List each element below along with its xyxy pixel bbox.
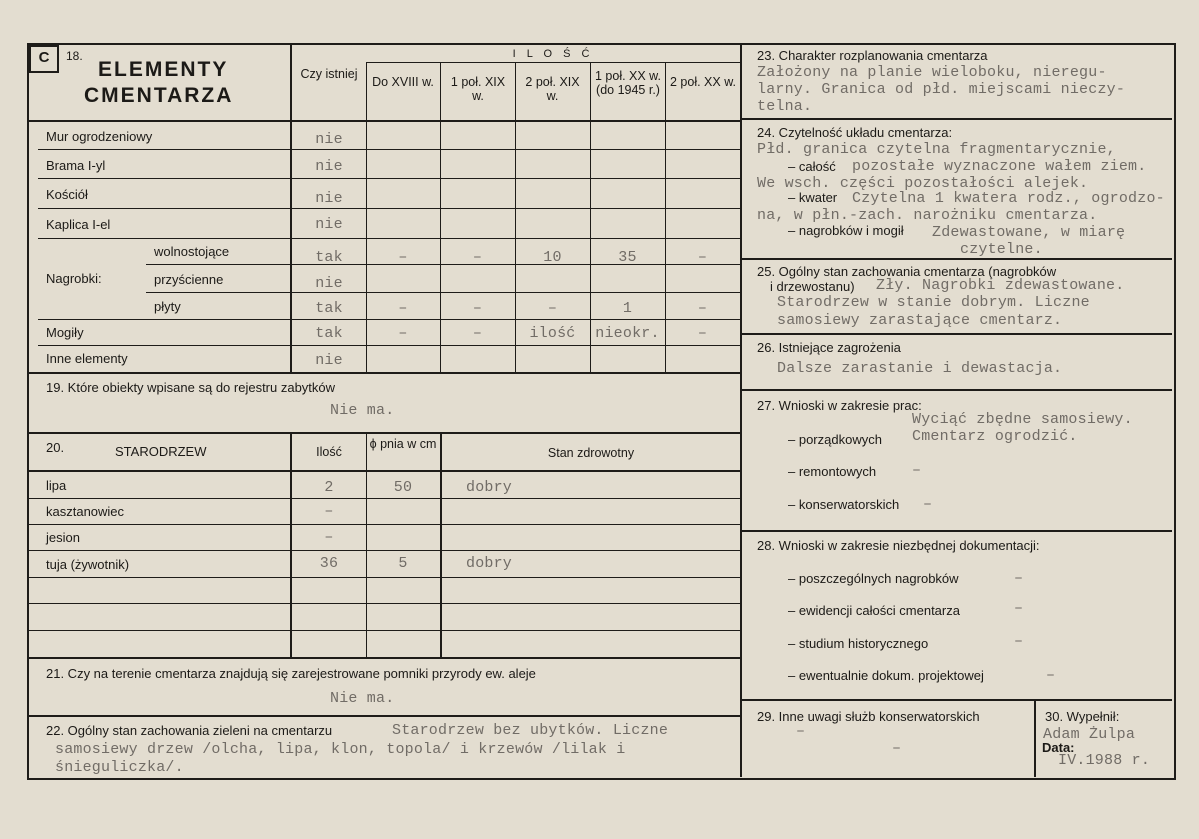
section-19-label: 19. Które obiekty wpisane są do rejestru zabytków xyxy=(46,380,336,395)
section-26-label: 26. Istniejące zagrożenia xyxy=(757,340,901,355)
period-header-5: 2 poł. XX w. xyxy=(670,75,737,89)
section-19-value: Nie ma. xyxy=(330,402,395,419)
exists-value: nie xyxy=(315,190,343,207)
count-cell: – xyxy=(472,325,483,342)
section-28-item: – studium historycznego xyxy=(788,636,929,651)
count-cell: 10 xyxy=(543,249,562,266)
section-24-text: na, w płn.-zach. narożniku cmentarza. xyxy=(757,207,1098,224)
section-24-nagrobkow: – nagrobków i mogił xyxy=(788,223,904,238)
period-header-2: 1 poł. XIX w. xyxy=(450,75,506,103)
tree-health: dobry xyxy=(466,479,513,496)
section-25-label: 25. Ogólny stan zachowania cmentarza (nagrobków xyxy=(757,264,1057,279)
section-22-text-line1: Starodrzew bez ubytków. Liczne xyxy=(392,722,669,739)
section-23-text: Założony na planie wieloboku, nieregu- xyxy=(757,64,1107,81)
section-27-dash: – xyxy=(923,496,933,513)
count-cell: ilość xyxy=(529,325,576,342)
ilosc-header: I L O Ś Ć xyxy=(512,48,594,60)
section-25-text: samosiewy zarastające cmentarz. xyxy=(777,312,1063,329)
section-24-text: czytelne. xyxy=(960,241,1043,258)
section-23-text: telna. xyxy=(757,98,813,115)
section-25-label-2: i drzewostanu) xyxy=(770,279,855,294)
exists-value: tak xyxy=(315,300,343,317)
count-cell: – xyxy=(398,325,408,342)
section-28-value: – xyxy=(1046,667,1056,684)
row-label-brama: Brama I-yl xyxy=(46,158,106,173)
tree-qty: – xyxy=(324,503,334,520)
section-24-text: Zdewastowane, w miarę xyxy=(932,224,1126,241)
exists-value: nie xyxy=(315,131,343,148)
section-28-item: – ewidencji całości cmentarza xyxy=(788,603,960,618)
period-header-4: 1 poł. XX w. (do 1945 r.) xyxy=(594,69,661,97)
count-cell: nieokr. xyxy=(595,325,660,342)
tree-name: tuja (żywotnik) xyxy=(46,557,130,572)
section-28-value: – xyxy=(1014,633,1024,650)
section-27-dash: – xyxy=(912,462,922,479)
count-cell: 35 xyxy=(618,249,637,266)
count-cell: – xyxy=(697,300,708,317)
count-cell: 1 xyxy=(622,300,633,317)
exists-value: tak xyxy=(315,249,343,266)
filled-by-name: Adam Żulpa xyxy=(1043,726,1136,743)
tree-diameter: 50 xyxy=(393,479,413,496)
section-23-text: larny. Granica od płd. miejscami nieczy- xyxy=(757,81,1126,98)
tree-qty: 2 xyxy=(324,479,334,496)
period-header-3: 2 poł. XIX w. xyxy=(525,75,580,103)
section-28-value: – xyxy=(1014,600,1024,617)
section-25-text: Zły. Nagrobki zdewastowane. xyxy=(876,277,1125,294)
section-28-label: 28. Wnioski w zakresie niezbędnej dokumentacji: xyxy=(757,538,1040,553)
section-29-value: – xyxy=(796,723,806,740)
section-23-label: 23. Charakter rozplanowania cmentarza xyxy=(757,48,988,63)
section-27-konserwatorskich: – konserwatorskich xyxy=(788,497,900,512)
row-label-plyty: płyty xyxy=(154,299,181,314)
row-label-wolnostojace: wolnostojące xyxy=(154,244,230,259)
row-label-mogily: Mogiły xyxy=(46,325,84,340)
qty-column-header: Ilość xyxy=(316,445,342,459)
section-24-text: Czytelna 1 kwatera rodz., ogrodzo- xyxy=(852,190,1165,207)
section-24-text: Płd. granica czytelna fragmentarycznie, xyxy=(757,141,1116,158)
count-cell: – xyxy=(472,249,483,266)
tree-name: jesion xyxy=(46,530,80,545)
starodrzew-title: STARODRZEW xyxy=(115,444,207,459)
tree-name: kasztanowiec xyxy=(46,504,125,519)
section-28-item: – ewentualnie dokum. projektowej xyxy=(788,668,984,683)
row-label-mur: Mur ogrodzeniowy xyxy=(46,129,153,144)
tree-name: lipa xyxy=(46,478,67,493)
section-24-label: 24. Czytelność układu cmentarza: xyxy=(757,125,953,140)
elements-title-line1: ELEMENTY xyxy=(98,58,229,81)
count-cell: – xyxy=(398,300,408,317)
row-label-inne: Inne elementy xyxy=(46,351,128,366)
section-24-kwatery: – kwater xyxy=(788,190,838,205)
exists-value: nie xyxy=(315,216,343,233)
count-cell: – xyxy=(697,249,708,266)
section-29-value: – xyxy=(892,740,902,757)
section-25-text: Starodrzew w stanie dobrym. Liczne xyxy=(777,294,1090,311)
section-27-text: Wyciąć zbędne samosiewy. xyxy=(912,411,1133,428)
section-28-item: – poszczególnych nagrobków xyxy=(788,571,959,586)
section-20-number: 20. xyxy=(46,440,65,455)
period-header-1: Do XVIII w. xyxy=(372,75,434,89)
exists-value: tak xyxy=(315,325,343,342)
elements-title-line2: CMENTARZA xyxy=(84,84,234,107)
section-22-text-line3: śnieguliczka/. xyxy=(55,759,184,776)
section-24-text: pozostałe wyznaczone wałem ziem. xyxy=(852,158,1147,175)
count-cell: – xyxy=(547,300,558,317)
section-27-text: Cmentarz ogrodzić. xyxy=(912,428,1078,445)
section-letter-box: C xyxy=(29,45,59,73)
section-18-number: 18. xyxy=(66,49,83,63)
section-24-text: We wsch. części pozostałości alejek. xyxy=(757,175,1089,192)
count-cell: – xyxy=(398,249,408,266)
count-cell: – xyxy=(472,300,483,317)
exists-column-header: Czy istniej xyxy=(300,67,358,81)
tree-diameter: 5 xyxy=(398,555,408,572)
exists-value: nie xyxy=(315,158,343,175)
row-label-kosciol: Kościół xyxy=(46,187,88,202)
count-cell: – xyxy=(697,325,708,342)
section-29-label: 29. Inne uwagi służb konserwatorskich xyxy=(757,709,980,724)
date-value: IV.1988 r. xyxy=(1058,752,1151,769)
health-column-header: Stan zdrowotny xyxy=(547,446,635,460)
section-22-label: 22. Ogólny stan zachowania zieleni na cmentarzu xyxy=(46,723,333,738)
section-24-calosc: – całość xyxy=(788,159,836,174)
section-21-label: 21. Czy na terenie cmentarza znajdują się zarejestrowane pomniki przyrody ew. aleje xyxy=(46,666,536,681)
tree-qty: 36 xyxy=(319,555,339,572)
diameter-column-header: ϕ pnia w cm xyxy=(369,437,437,451)
nagrobki-label: Nagrobki: xyxy=(46,271,102,286)
tree-health: dobry xyxy=(466,555,513,572)
section-27-label: 27. Wnioski w zakresie prac: xyxy=(757,398,922,413)
section-22-text-line2: samosiewy drzew /olcha, lipa, klon, topola/ i krzewów /lilak i xyxy=(55,741,626,758)
section-27-porzadkowych: – porządkowych xyxy=(788,432,882,447)
row-label-przyscienne: przyścienne xyxy=(154,272,224,287)
exists-value: nie xyxy=(315,275,343,292)
exists-value: nie xyxy=(315,352,343,369)
section-21-value: Nie ma. xyxy=(330,690,395,707)
section-30-label: 30. Wypełnił: xyxy=(1045,709,1120,724)
section-27-remontowych: – remontowych xyxy=(788,464,877,479)
row-label-kaplica: Kaplica I-el xyxy=(46,217,111,232)
date-label: Data: xyxy=(1042,740,1075,755)
section-26-text: Dalsze zarastanie i dewastacja. xyxy=(777,360,1063,377)
section-28-value: – xyxy=(1014,570,1024,587)
tree-qty: – xyxy=(324,529,334,546)
